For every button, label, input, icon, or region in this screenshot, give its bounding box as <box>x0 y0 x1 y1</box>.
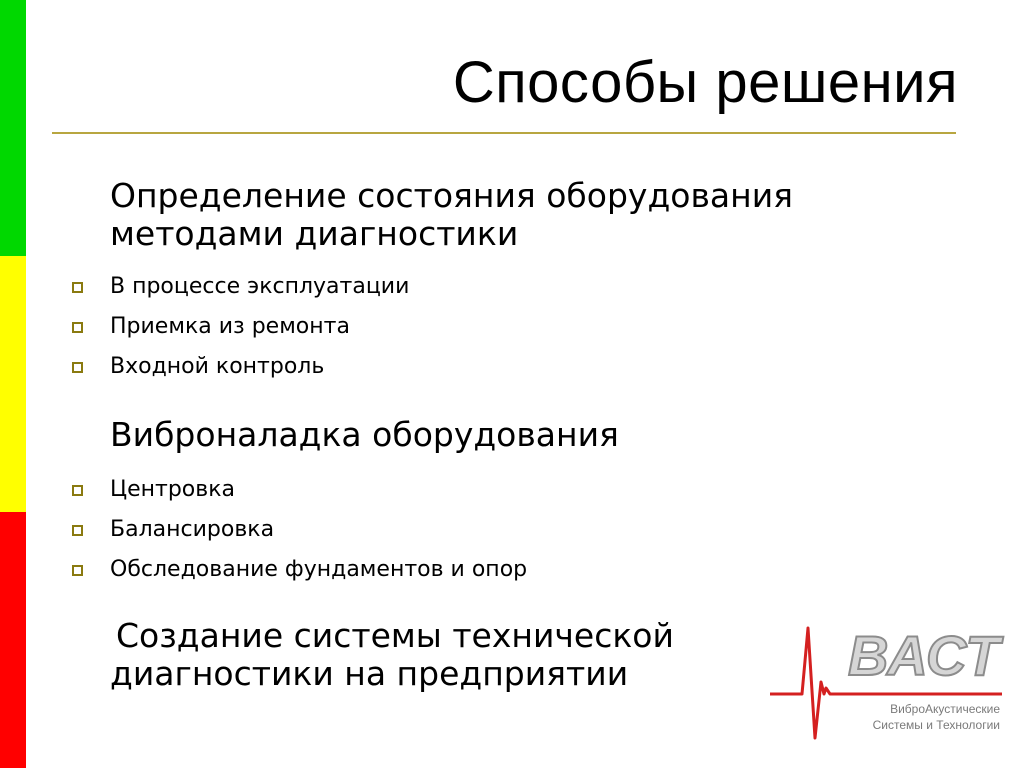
logo-subtitle: ВиброАкустические <box>890 702 1000 716</box>
list-item <box>70 354 409 394</box>
square-bullet-icon <box>72 485 83 496</box>
list-item-text: Приемка из ремонта <box>110 314 350 339</box>
stripe-green <box>0 0 26 256</box>
heading-line: Создание системы технической <box>116 616 674 655</box>
list-item-text: Центровка <box>110 477 235 502</box>
square-bullet-icon <box>72 362 83 373</box>
section-heading-adjustment: Виброналадка оборудования <box>110 415 619 454</box>
square-bullet-icon <box>72 282 83 293</box>
list-item <box>70 517 527 557</box>
square-bullet-icon <box>72 322 83 333</box>
list-item <box>70 314 409 354</box>
stripe-red <box>0 512 26 768</box>
logo-subtitle: Системы и Технологии <box>872 718 1000 732</box>
list-item-text: В процессе эксплуатации <box>110 274 410 299</box>
list-item-text: Обследование фундаментов и опор <box>110 557 528 582</box>
heading-line: Определение состояния оборудования <box>110 176 793 215</box>
adjustment-list <box>70 477 527 597</box>
heading-line: методами диагностики <box>110 214 519 253</box>
list-item <box>70 477 527 517</box>
section-heading-diagnostics <box>110 177 793 253</box>
square-bullet-icon <box>72 525 83 536</box>
list-item <box>70 274 409 314</box>
stripe-yellow <box>0 256 26 512</box>
heading-line: диагностики на предприятии <box>110 654 629 693</box>
section-heading-system <box>110 617 674 693</box>
title-divider <box>52 132 956 134</box>
list-item-text: Балансировка <box>110 517 275 542</box>
square-bullet-icon <box>72 565 83 576</box>
diagnostics-list <box>70 274 409 394</box>
vast-logo <box>768 622 1008 740</box>
logo-wordmark: ВАСТ <box>848 624 1001 687</box>
list-item <box>70 557 527 597</box>
list-item-text: Входной контроль <box>110 354 325 379</box>
slide-title: Способы решения <box>452 50 958 115</box>
